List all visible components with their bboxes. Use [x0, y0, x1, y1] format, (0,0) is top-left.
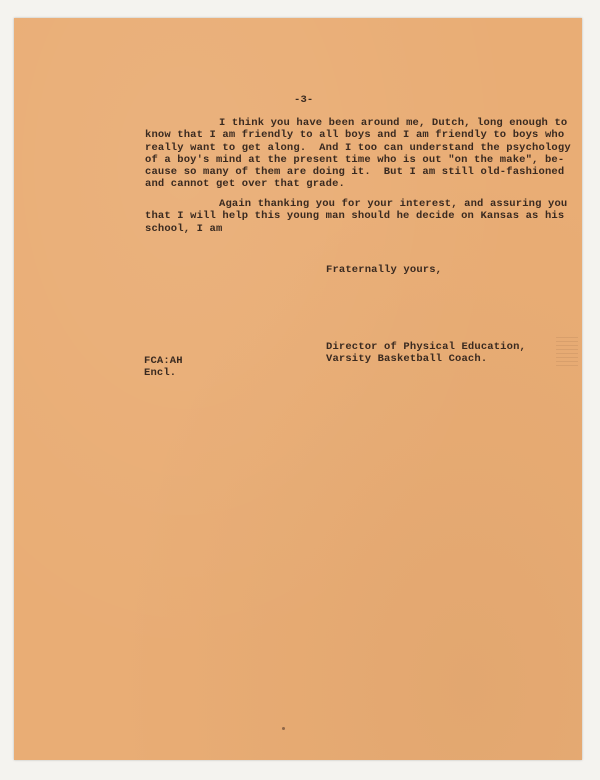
paper-speck	[282, 727, 285, 730]
paragraph-1-line: really want to get along. And I too can understand the psychology	[145, 141, 571, 154]
letter-page	[14, 18, 582, 760]
body-paragraph-1	[145, 117, 571, 191]
body-paragraph-2	[145, 198, 567, 235]
signature-line: Director of Physical Education,	[326, 341, 526, 353]
paper-edge-mark	[556, 336, 578, 366]
closing: Fraternally yours,	[326, 264, 443, 276]
initials-line: Encl.	[144, 367, 177, 380]
paragraph-1-line: I think you have been around me, Dutch, long enough to	[219, 117, 568, 129]
page-number: -3-	[294, 94, 314, 106]
paragraph-1-line: know that I am friendly to all boys and I am friendly to boys who	[145, 129, 565, 142]
signature-line: Varsity Basketball Coach.	[326, 353, 488, 366]
paragraph-2-line: school, I am	[145, 222, 223, 235]
reference-initials	[144, 355, 183, 380]
paragraph-2-line: Again thanking you for your interest, and assuring you	[219, 198, 568, 210]
signature-block	[326, 341, 526, 366]
paragraph-2-line: that I will help this young man should he decide on Kansas as his	[145, 210, 565, 223]
initials-line: FCA:AH	[144, 355, 183, 367]
paragraph-1-line: and cannot get over that grade.	[145, 178, 345, 191]
paragraph-1-line: of a boy's mind at the present time who is out "on the make", be-	[145, 153, 565, 166]
paragraph-1-line: cause so many of them are doing it. But I am still old-fashioned	[145, 166, 565, 179]
